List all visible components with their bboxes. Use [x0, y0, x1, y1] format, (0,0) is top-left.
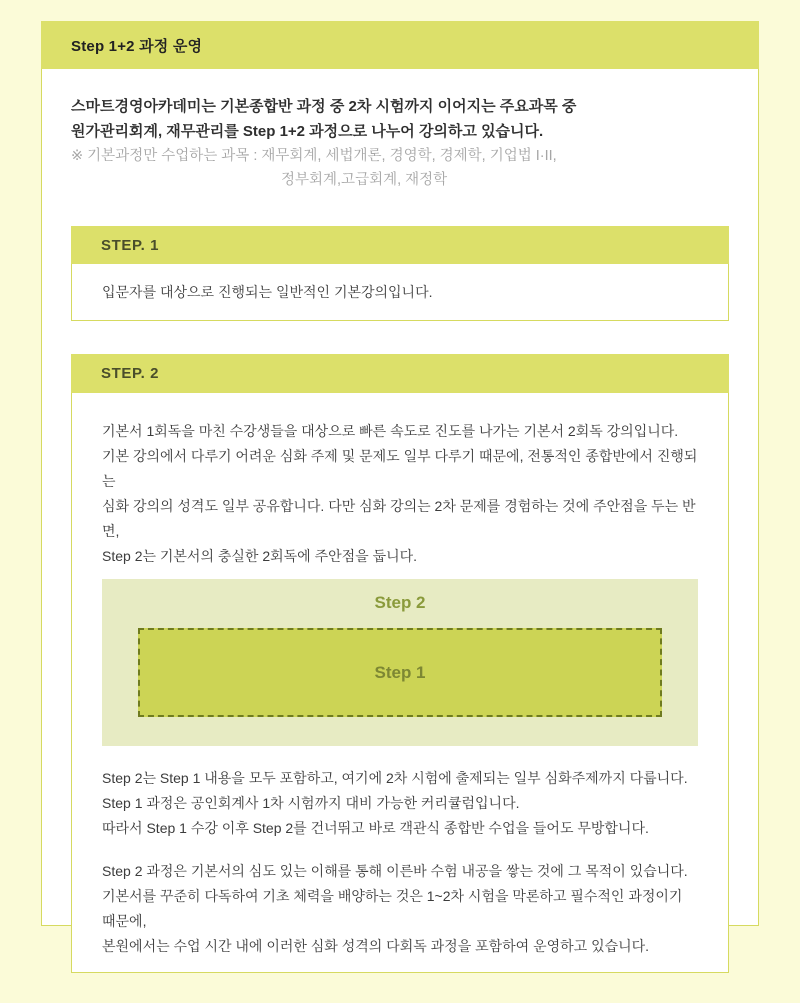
- page-title-bar: [41, 21, 759, 69]
- step2-section: [71, 354, 729, 973]
- diagram-step2-label: Step 2: [374, 593, 426, 612]
- step1-description: 입문자를 대상으로 진행되는 일반적인 기본강의입니다.: [102, 284, 433, 300]
- intro-note-line: ※ 기본과정만 수업하는 과목 : 재무회계, 세법개론, 경영학, 경제학, 기업법 I·II,: [71, 148, 557, 164]
- page-title: Step 1+2 과정 운영: [71, 37, 203, 55]
- intro-note-line: 정부회계,고급회계, 재정학: [281, 172, 448, 188]
- paragraph-line: 기본 강의에서 다루기 어려운 심화 주제 및 문제도 일부 다루기 때문에, 전통적인 종합반에서 진행되는: [102, 448, 698, 489]
- paragraph-line: 따라서 Step 1 수강 이후 Step 2를 건너뛰고 바로 객관식 종합반 수업을 들어도 무방합니다.: [102, 820, 649, 836]
- diagram-step1-box: [138, 628, 662, 717]
- paragraph-line: 기본서 1회독을 마친 수강생들을 대상으로 빠른 속도로 진도를 나가는 기본서 2회독 강의입니다.: [102, 423, 679, 439]
- intro-block: [71, 94, 729, 192]
- step1-title: STEP. 1: [101, 236, 160, 254]
- step2-header-bar: [71, 354, 729, 393]
- step-nesting-diagram: [102, 579, 698, 746]
- step2-paragraph-2: [102, 766, 698, 841]
- step1-section: [71, 226, 729, 321]
- content-card: [41, 21, 759, 954]
- paragraph-line: Step 2 과정은 기본서의 심도 있는 이해를 통해 이른바 수험 내공을 쌓는 것에 그 목적이 있습니다.: [102, 863, 688, 879]
- step1-body: [71, 264, 729, 321]
- paragraph-line: Step 2는 기본서의 충실한 2회독에 주안점을 둡니다.: [102, 548, 418, 564]
- paragraph-line: 본원에서는 수업 시간 내에 이러한 심화 성격의 다회독 과정을 포함하여 운영하고 있습니다.: [102, 938, 650, 954]
- step2-paragraph-1: [102, 419, 698, 569]
- intro-line: 스마트경영아카데미는 기본종합반 과정 중 2차 시험까지 이어지는 주요과목 중: [71, 98, 577, 115]
- paragraph-line: Step 2는 Step 1 내용을 모두 포함하고, 여기에 2차 시험에 출제되는 일부 심화주제까지 다룹니다.: [102, 770, 688, 786]
- card-body: [42, 69, 758, 1003]
- paragraph-line: Step 1 과정은 공인회계사 1차 시험까지 대비 가능한 커리큘럼입니다.: [102, 795, 520, 811]
- diagram-step1-label: Step 1: [374, 662, 426, 682]
- step2-body: [71, 393, 729, 973]
- step2-title: STEP. 2: [101, 365, 160, 382]
- paragraph-line: 기본서를 꾸준히 다독하여 기초 체력을 배양하는 것은 1~2차 시험을 막론하고 필수적인 과정이기 때문에,: [102, 888, 683, 929]
- intro-line: 원가관리회계, 재무관리를 Step 1+2 과정으로 나누어 강의하고 있습니다.: [71, 123, 544, 140]
- step1-header-bar: [71, 226, 729, 264]
- step2-paragraph-3: [102, 859, 698, 959]
- paragraph-line: 심화 강의의 성격도 일부 공유합니다. 다만 심화 강의는 2차 문제를 경험하는 것에 주안점을 두는 반면,: [102, 498, 696, 539]
